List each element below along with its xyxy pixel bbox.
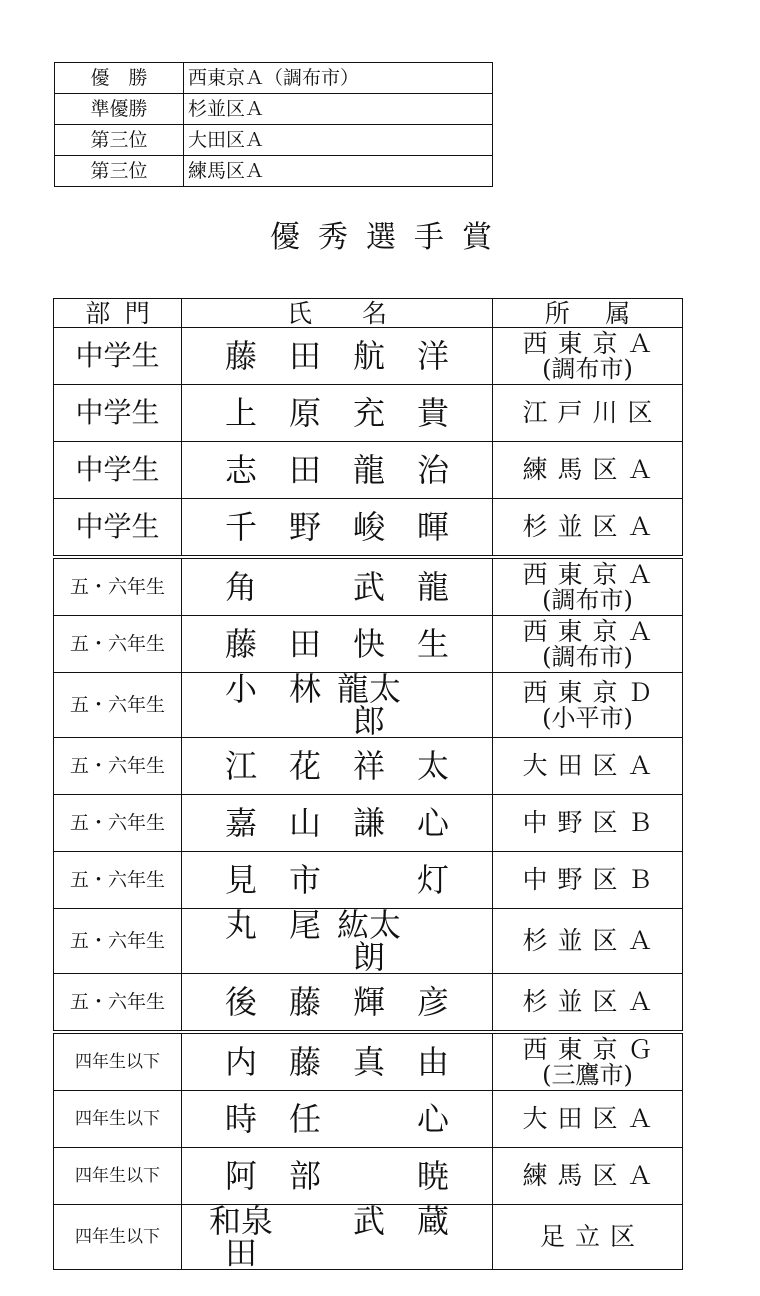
name-part: 心 [416, 804, 449, 842]
name-part: 龍太郎 [337, 670, 402, 740]
name-part: 部 [288, 1157, 321, 1195]
name-part: 暉 [416, 508, 449, 546]
award-row [54, 852, 683, 909]
result-place: 第三位 [55, 125, 184, 156]
award-row [54, 1148, 683, 1205]
results-row [55, 125, 493, 156]
name-part: 見 [224, 861, 257, 899]
award-affiliation [493, 557, 683, 616]
affiliation-main: 江戸川区 [522, 398, 663, 428]
award-row [54, 442, 683, 499]
award-division: 中学生 [54, 442, 182, 499]
name-part [337, 1103, 401, 1135]
award-row [54, 673, 683, 738]
name-part: 藤 [288, 983, 321, 1021]
name-part: 志 [224, 451, 257, 489]
award-affiliation [493, 1148, 683, 1205]
affiliation-main: 杉並区Ａ [522, 926, 663, 956]
name-part: 後 [224, 983, 257, 1021]
award-row [54, 1205, 683, 1270]
name-part: 洋 [416, 337, 449, 375]
name-part: 任 [288, 1100, 321, 1138]
result-team: 西東京Ａ（調布市） [184, 63, 493, 94]
award-row [54, 738, 683, 795]
name-part: 阿 [224, 1157, 257, 1195]
affiliation-main: 大田区Ａ [522, 751, 663, 781]
affiliation-main: 中野区Ｂ [522, 865, 663, 895]
award-affiliation [493, 442, 683, 499]
name-part: 藤 [224, 337, 257, 375]
affiliation-main: 練馬区Ａ [522, 455, 663, 485]
award-name [182, 1032, 493, 1091]
award-affiliation [493, 852, 683, 909]
award-row [54, 909, 683, 974]
name-part: 藤 [224, 625, 257, 663]
award-affiliation [493, 673, 683, 738]
award-division: 中学生 [54, 328, 182, 385]
award-division: 五・六年生 [54, 557, 182, 616]
award-name [182, 328, 493, 385]
name-part: 龍 [416, 568, 449, 606]
name-part [337, 1160, 401, 1192]
name-part: 野 [288, 508, 321, 546]
affiliation-main: 足立区 [539, 1222, 645, 1252]
award-name [182, 557, 493, 616]
award-division: 五・六年生 [54, 738, 182, 795]
name-part: 千 [224, 508, 257, 546]
name-part: 武 [352, 568, 385, 606]
award-name [182, 1091, 493, 1148]
award-division: 五・六年生 [54, 974, 182, 1033]
name-part [401, 909, 465, 973]
award-name [182, 385, 493, 442]
name-part: 暁 [416, 1157, 449, 1195]
award-division: 五・六年生 [54, 673, 182, 738]
name-part: 祥 [352, 747, 385, 785]
name-part: 快 [352, 625, 385, 663]
name-part: 心 [416, 1100, 449, 1138]
award-name [182, 616, 493, 673]
award-row [54, 974, 683, 1033]
name-part: 角 [224, 568, 257, 606]
affiliation-sub: (調布市) [542, 585, 633, 614]
affiliation-main: 杉並区Ａ [522, 512, 663, 542]
name-part: 田 [288, 451, 321, 489]
name-part: 田 [288, 625, 321, 663]
name-part: 林 [288, 670, 321, 708]
name-part: 輝 [352, 983, 385, 1021]
affiliation-main: 西東京Ｄ [522, 678, 663, 708]
header-affiliation: 所 属 [493, 299, 683, 328]
name-part: 丸 [224, 906, 257, 944]
name-part: 灯 [416, 861, 449, 899]
award-name [182, 795, 493, 852]
award-affiliation [493, 909, 683, 974]
result-team: 練馬区Ａ [184, 156, 493, 187]
award-affiliation [493, 795, 683, 852]
award-affiliation [493, 385, 683, 442]
award-row [54, 499, 683, 558]
award-division: 四年生以下 [54, 1032, 182, 1091]
affiliation-main: 西東京Ａ [522, 560, 663, 590]
affiliation-main: 練馬区Ａ [522, 1161, 663, 1191]
name-part: 藤 [288, 1043, 321, 1081]
header-division: 部 門 [54, 299, 182, 328]
award-affiliation [493, 499, 683, 558]
name-part: 花 [288, 747, 321, 785]
name-part: 航 [352, 337, 385, 375]
name-part: 田 [288, 337, 321, 375]
name-part: 尾 [288, 906, 321, 944]
affiliation-main: 西東京Ａ [522, 617, 663, 647]
award-affiliation [493, 1205, 683, 1270]
results-row [55, 94, 493, 125]
name-part: 武 [352, 1202, 385, 1240]
name-part [337, 864, 401, 896]
award-name [182, 1148, 493, 1205]
award-name [182, 670, 493, 740]
affiliation-main: 西東京Ａ [522, 329, 663, 359]
name-part: 内 [224, 1043, 257, 1081]
affiliation-main: 杉並区Ａ [522, 987, 663, 1017]
name-part: 真 [352, 1043, 385, 1081]
name-part: 由 [416, 1043, 449, 1081]
award-name [182, 499, 493, 558]
award-affiliation [493, 1032, 683, 1091]
results-row [55, 156, 493, 187]
name-part: 蔵 [416, 1202, 449, 1240]
affiliation-sub: (三鷹市) [542, 1060, 633, 1089]
header-name: 氏 名 [182, 299, 493, 328]
result-place: 準優勝 [55, 94, 184, 125]
award-row [54, 328, 683, 385]
result-place: 第三位 [55, 156, 184, 187]
award-name [182, 974, 493, 1033]
name-part: 上 [224, 394, 257, 432]
name-part: 貴 [416, 394, 449, 432]
award-title: 優秀選手賞 [270, 220, 510, 255]
award-affiliation [493, 1091, 683, 1148]
name-part: 謙 [352, 804, 385, 842]
name-part: 太 [416, 747, 449, 785]
award-division: 五・六年生 [54, 795, 182, 852]
award-division: 四年生以下 [54, 1091, 182, 1148]
award-name [182, 906, 493, 976]
name-part [401, 673, 465, 737]
award-division: 中学生 [54, 499, 182, 558]
name-part: 峻 [352, 508, 385, 546]
award-division: 五・六年生 [54, 616, 182, 673]
award-division: 五・六年生 [54, 909, 182, 974]
award-name [182, 852, 493, 909]
affiliation-main: 大田区Ａ [522, 1104, 663, 1134]
awards-table [53, 298, 683, 1270]
result-place: 優 勝 [55, 63, 184, 94]
affiliation-main: 西東京Ｇ [522, 1035, 663, 1065]
award-name [182, 1202, 493, 1272]
award-row [54, 1091, 683, 1148]
award-affiliation [493, 974, 683, 1033]
name-part: 紘太朗 [337, 906, 402, 976]
award-affiliation [493, 738, 683, 795]
affiliation-sub: (調布市) [542, 354, 633, 383]
affiliation-sub: (調布市) [542, 642, 633, 671]
award-row [54, 557, 683, 616]
name-part: 市 [288, 861, 321, 899]
award-row [54, 616, 683, 673]
award-affiliation [493, 328, 683, 385]
affiliation-sub: (小平市) [542, 703, 633, 732]
award-division: 四年生以下 [54, 1148, 182, 1205]
name-part: 山 [288, 804, 321, 842]
name-part [273, 1205, 337, 1269]
results-row [55, 63, 493, 94]
name-part: 充 [352, 394, 385, 432]
award-name [182, 442, 493, 499]
award-row [54, 1032, 683, 1091]
name-part: 原 [288, 394, 321, 432]
award-row [54, 385, 683, 442]
name-part: 嘉 [224, 804, 257, 842]
name-part: 治 [416, 451, 449, 489]
award-division: 四年生以下 [54, 1205, 182, 1270]
result-team: 杉並区Ａ [184, 94, 493, 125]
awards-header-row [54, 299, 683, 328]
name-part: 小 [224, 670, 257, 708]
award-division: 中学生 [54, 385, 182, 442]
award-affiliation [493, 616, 683, 673]
award-name [182, 738, 493, 795]
result-team: 大田区Ａ [184, 125, 493, 156]
name-part: 江 [224, 747, 257, 785]
name-part [273, 571, 337, 603]
results-table [54, 62, 493, 187]
award-division: 五・六年生 [54, 852, 182, 909]
name-part: 龍 [352, 451, 385, 489]
name-part: 時 [224, 1100, 257, 1138]
name-part: 和泉田 [209, 1202, 274, 1272]
award-row [54, 795, 683, 852]
name-part: 生 [416, 625, 449, 663]
name-part: 彦 [416, 983, 449, 1021]
affiliation-main: 中野区Ｂ [522, 808, 663, 838]
